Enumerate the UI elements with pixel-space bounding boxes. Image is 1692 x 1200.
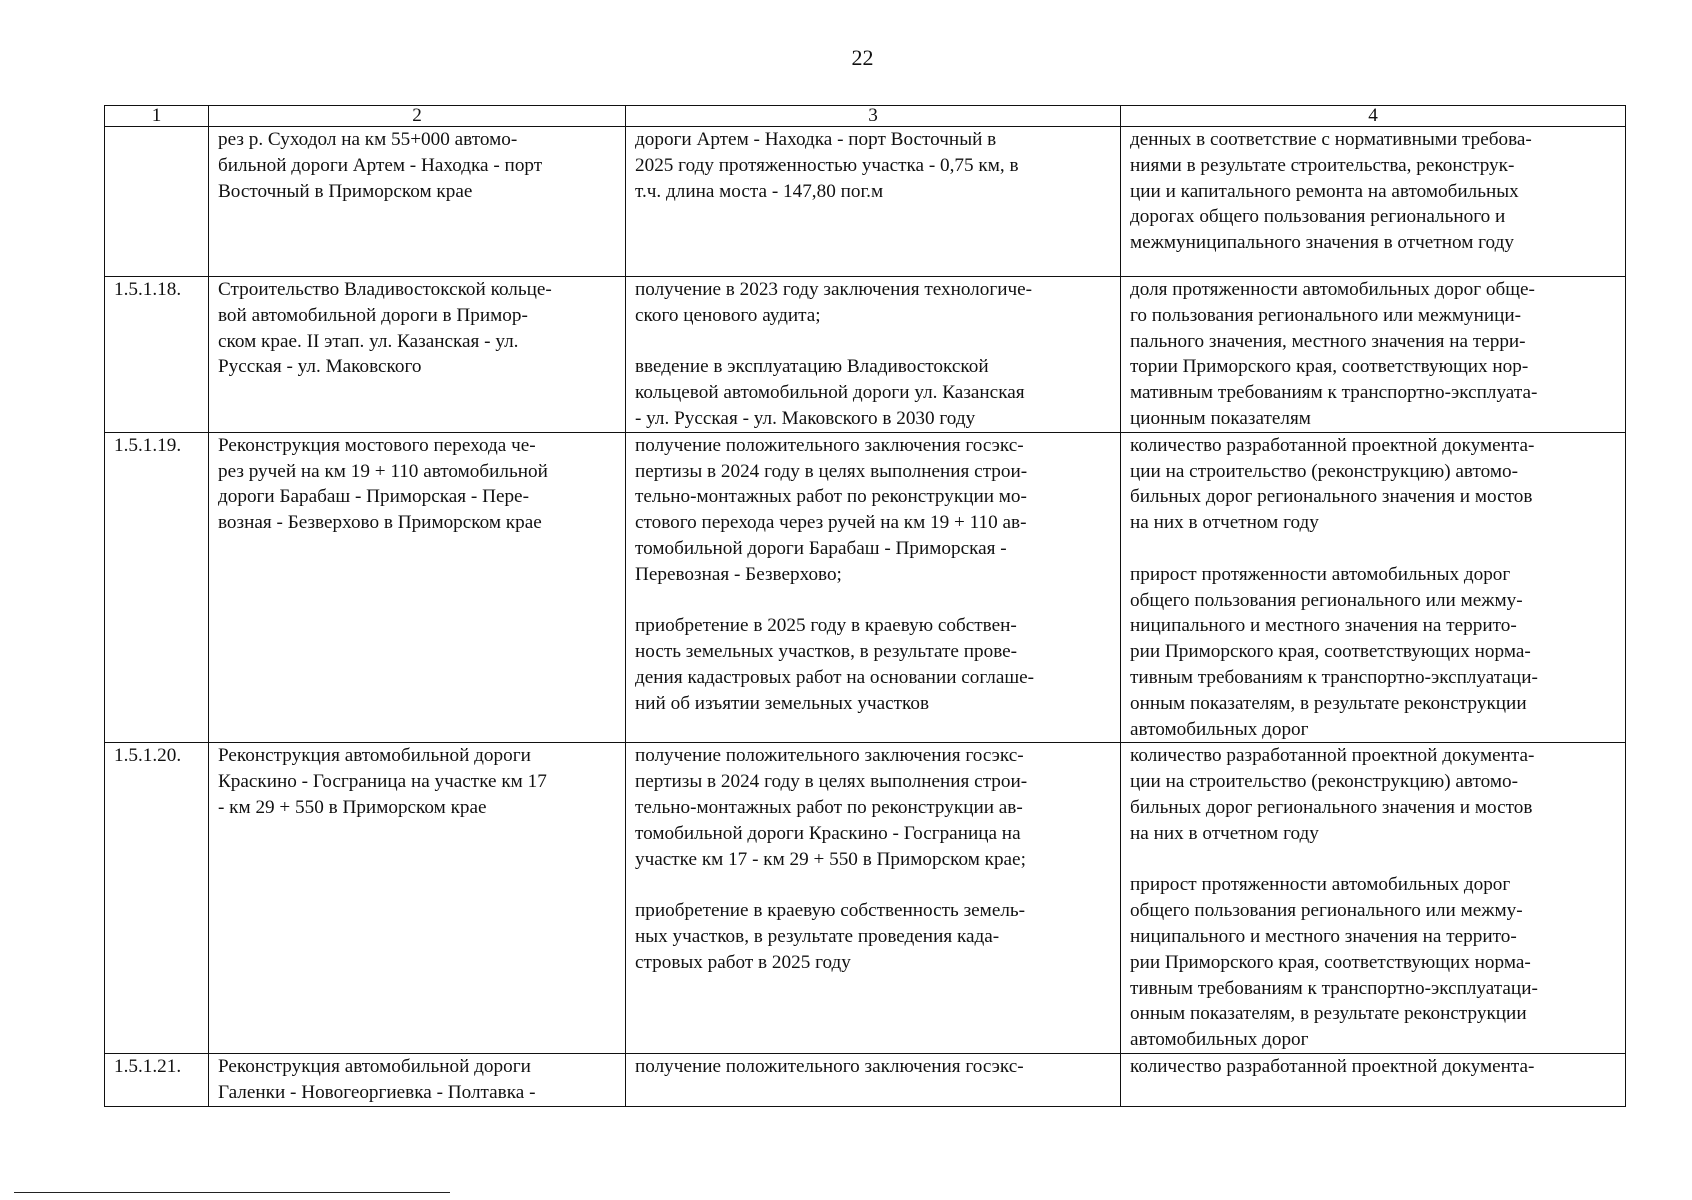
indicator-paragraph: прирост протяженности автомобильных дорог общего пользования регионального или межму- ниципального и местного значения на террито- рии Приморского края, соответствующих норма- тивным требованиям к транспортно-эксплуатаци- онным показателям, в результате реконструкции автомобильных дорог	[1130, 874, 1538, 1051]
expected-results	[626, 1053, 1121, 1106]
paragraph-gap	[635, 872, 1114, 898]
row-number: 1.5.1.21.	[105, 1053, 209, 1106]
event-name-text: рез р. Суходол на км 55+000 автомо- бильной дороги Артем - Находка - порт Восточный в Приморском крае	[218, 129, 543, 202]
event-name-text: Строительство Владивостокской кольце- вой автомобильной дороги в Примор- ском крае. II этап. ул. Казанская - ул. Русская - ул. Маковского	[218, 279, 552, 378]
result-paragraph: получение положительного заключения госэкс- пертизы в 2024 году в целях выполнения строи- тельно-монтажных работ по реконструкции мо- стового перехода через ручей на км 19 + 110 ав- томобильной дороги Барабаш - Приморская - Перевозная - Безверхово;	[635, 434, 1028, 585]
table-row	[105, 432, 1626, 743]
indicator-paragraph: доля протяженности автомобильных дорог обще- го пользования регионального или межмуници- пального значения, местного значения на терри- тории Приморского края, соответствующих нор- мативным требованиям к транспортно-эксплуата- ционным показателям	[1130, 279, 1538, 429]
result-paragraph: получение в 2023 году заключения технологиче- ского ценового аудита;	[635, 279, 1033, 326]
table-row	[105, 1053, 1626, 1106]
indicators	[1121, 743, 1626, 1054]
event-name-text: Реконструкция автомобильной дороги Галенки - Новогеоргиевка - Полтавка -	[218, 1055, 536, 1103]
indicators	[1121, 127, 1626, 277]
paragraph-gap	[1130, 536, 1619, 562]
event-name-text: Реконструкция мостового перехода че- рез ручей на км 19 + 110 автомобильной дороги Барабаш - Приморская - Пере- возная - Безверхово в Приморском крае	[218, 434, 548, 534]
event-name	[209, 743, 626, 1054]
paragraph-gap	[635, 329, 1114, 355]
event-name-text: Реконструкция автомобильной дороги Краскино - Госграница на участке км 17 - км 29 + 550 в Приморском крае	[218, 745, 547, 818]
result-paragraph: приобретение в 2025 году в краевую собствен- ность земельных участков, в результате прове- дения кадастровых работ на основании соглаше- ний об изъятии земельных участков	[635, 615, 1035, 714]
column-header-3: 3	[626, 106, 1121, 127]
document-table	[104, 105, 1626, 1107]
expected-results	[626, 432, 1121, 743]
row-number: 1.5.1.18.	[105, 277, 209, 433]
result-paragraph: приобретение в краевую собственность земель- ных участков, в результате проведения када- стровых работ в 2025 году	[635, 900, 1026, 973]
result-paragraph: получение положительного заключения госэкс- пертизы в 2024 году в целях выполнения строи- тельно-монтажных работ по реконструкции ав- томобильной дороги Краскино - Госграница на участке км 17 - км 29 + 550 в Приморском крае;	[635, 745, 1028, 870]
indicator-paragraph: денных в соответствие с нормативными требова- ниями в результате строительства, реконструк- ции и капитального ремонта на автомобильных дорогах общего пользования регионального и межмуниципального значения в отчетном году	[1130, 129, 1532, 254]
expected-results	[626, 277, 1121, 433]
indicators	[1121, 432, 1626, 743]
footnote-rule	[14, 1192, 450, 1193]
row-number: 1.5.1.20.	[105, 743, 209, 1054]
event-name	[209, 127, 626, 277]
event-name	[209, 1053, 626, 1106]
table-row	[105, 277, 1626, 433]
row-number	[105, 127, 209, 277]
result-paragraph: получение положительного заключения госэкс-	[635, 1055, 1024, 1077]
expected-results	[626, 127, 1121, 277]
indicator-paragraph: количество разработанной проектной документа-	[1130, 1055, 1535, 1077]
column-header-2: 2	[209, 106, 626, 127]
page-number: 22	[851, 45, 874, 70]
row-number: 1.5.1.19.	[105, 432, 209, 743]
paragraph-gap	[1130, 847, 1619, 873]
indicator-paragraph: количество разработанной проектной документа- ции на строительство (реконструкцию) автомо- бильных дорог регионального значения и мостов на них в отчетном году	[1130, 434, 1535, 534]
indicators	[1121, 1053, 1626, 1106]
paragraph-gap	[635, 588, 1114, 614]
table-row	[105, 743, 1626, 1054]
table-row	[105, 127, 1626, 277]
event-name	[209, 277, 626, 433]
expected-results	[626, 743, 1121, 1054]
event-name	[209, 432, 626, 743]
column-header-4: 4	[1121, 106, 1626, 127]
indicator-paragraph: количество разработанной проектной документа- ции на строительство (реконструкцию) автомо- бильных дорог регионального значения и мостов на них в отчетном году	[1130, 745, 1535, 844]
table-header-row	[105, 106, 1626, 127]
indicators	[1121, 277, 1626, 433]
column-header-1: 1	[105, 106, 209, 127]
result-paragraph: введение в эксплуатацию Владивостокской кольцевой автомобильной дороги ул. Казанская - ул. Русская - ул. Маковского в 2030 году	[635, 356, 1025, 429]
result-paragraph: дороги Артем - Находка - порт Восточный в 2025 году протяженностью участка - 0,75 км, в т.ч. длина моста - 147,80 пог.м	[635, 129, 1019, 202]
indicator-paragraph: прирост протяженности автомобильных дорог общего пользования регионального или межму- ниципального и местного значения на террито- рии Приморского края, соответствующих норма- тивным требованиям к транспортно-эксплуатаци- онным показателям, в результате реконструкции автомобильных дорог	[1130, 563, 1538, 740]
